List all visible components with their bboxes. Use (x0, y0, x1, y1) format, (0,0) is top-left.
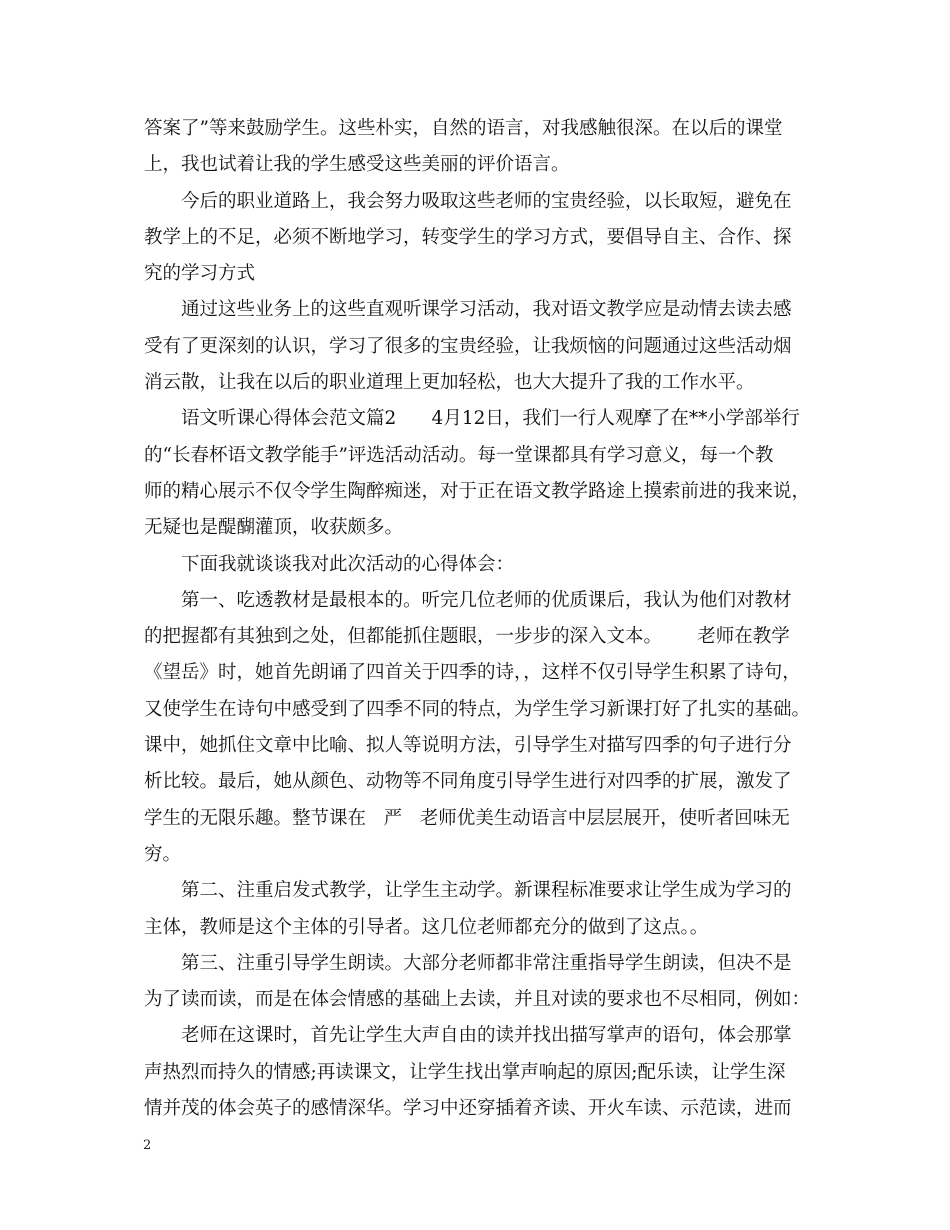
text-line: 声热烈而持久的情感;再读课文，让学生找出掌声响起的原因;配乐读，让学生深 (144, 1061, 786, 1083)
text-line: 上，我也试着让我的学生感受这些美丽的评价语言。 (144, 154, 570, 176)
text-line: 语文听课心得体会范文篇2 4月12日，我们一行人观摩了在**小学部举行 (181, 408, 800, 430)
text-line: 下面我就谈谈我对此次活动的心得体会： (181, 553, 515, 575)
text-line: 第三、注重引导学生朗读。大部分老师都非常注重指导学生朗读，但决不是 (181, 952, 792, 974)
text-line: 的把握都有其独到之处，但都能抓住题眼，一步步的深入文本。 老师在教学 (144, 626, 790, 648)
text-line: 第一、吃透教材是最根本的。听完几位老师的优质课后，我认为他们对教材 (181, 589, 792, 611)
text-line: 学生的无限乐趣。整节课在 严 老师优美生动语言中层层展开，使听者回味无 (144, 807, 790, 829)
text-line: 教学上的不足，必须不断地学习，转变学生的学习方式，要倡导自主、合作、探 (144, 226, 792, 248)
text-line: 《望岳》时，她首先朗诵了四首关于四季的诗，，这样不仅引导学生积累了诗句， (144, 662, 801, 684)
text-line: 析比较。最后，她从颜色、动物等不同角度引导学生进行对四季的扩展，激发了 (144, 771, 792, 793)
text-line: 究的学习方式 (144, 263, 256, 285)
text-line: 无疑也是醍醐灌顶，收获颇多。 (144, 517, 404, 539)
text-line: 课中，她抓住文章中比喻、拟人等说明方法，引导学生对描写四季的句子进行分 (144, 735, 792, 757)
page-number: 2 (143, 1138, 152, 1153)
text-line: 受有了更深刻的认识，学习了很多的宝贵经验，让我烦恼的问题通过这些活动烟 (144, 335, 792, 357)
text-line: 又使学生在诗句中感受到了四季不同的特点，为学生学习新课打好了扎实的基础。 (144, 698, 811, 720)
text-line: 的“长春杯语文教学能手”评选活动活动。每一堂课都具有学习意义，每一个教 (144, 444, 774, 466)
text-line: 答案了”等来鼓励学生。这些朴实，自然的语言，对我感触很深。在以后的课堂 (144, 118, 783, 139)
text-line: 穷。 (144, 843, 182, 865)
text-line: 今后的职业道路上，我会努力吸取这些老师的宝贵经验，以长取短，避免在 (181, 190, 792, 212)
text-line: 第二、注重启发式教学，让学生主动学。新课程标准要求让学生成为学习的 (181, 880, 792, 902)
text-line: 主体，教师是这个主体的引导者。这几位老师都充分的做到了这点。。 (144, 916, 709, 938)
text-line: 老师在这课时，首先让学生大声自由的读并找出描写掌声的语句，体会那掌 (181, 1025, 792, 1047)
body-text (144, 111, 830, 1127)
text-line: 师的精心展示不仅令学生陶醉痴迷，对于正在语文教学路途上摸索前进的我来说， (144, 480, 811, 502)
text-line: 通过这些业务上的这些直观听课学习活动，我对语文教学应是动情去读去感 (181, 299, 792, 321)
text-line: 为了读而读，而是在体会情感的基础上去读，并且对读的要求也不尽相同，例如： (144, 989, 811, 1011)
text-line: 消云散，让我在以后的职业道理上更加轻松，也大大提升了我的工作水平。 (144, 372, 755, 394)
text-line: 情并茂的体会英子的感情深华。学习中还穿插着齐读、开火车读、示范读，进而 (144, 1098, 792, 1120)
